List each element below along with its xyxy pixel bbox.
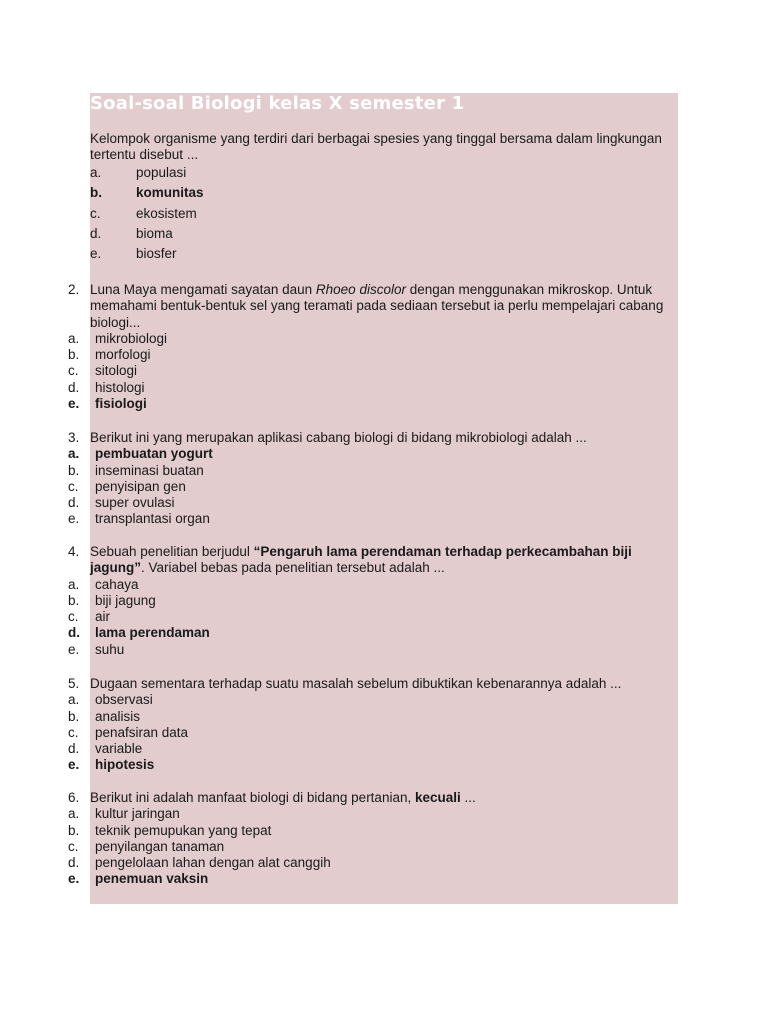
question-text-part: dengan menggunakan mikroskop. Untuk memahami bentuk-bentuk sel yang teramati pada sediaan tersebut ia perlu mempelajari cabang biologi... (90, 282, 664, 330)
option-a (68, 331, 680, 347)
option-text: hipotesis (95, 757, 155, 773)
question-5 (68, 676, 680, 774)
question-number: 6. (68, 790, 80, 805)
option-b (68, 347, 680, 363)
question-text-part: Sebuah penelitian berjudul (90, 544, 254, 559)
option-letter: d. (68, 855, 80, 871)
option-letter: b. (68, 708, 80, 724)
species-name: Rhoeo discolor (315, 282, 406, 297)
question-3 (68, 430, 680, 528)
question-1-options (90, 165, 390, 266)
option-letter: d. (68, 741, 80, 757)
option-letter: e. (68, 757, 80, 773)
option-text: ekosistem (136, 205, 197, 221)
option-letter: e. (90, 246, 102, 262)
option-e (68, 642, 680, 658)
option-c (68, 725, 680, 741)
option-text: lama perendaman (95, 625, 210, 641)
option-letter: a. (68, 576, 80, 592)
option-text: teknik pemupukan yang tepat (95, 822, 272, 838)
option-text: pembuatan yogurt (95, 446, 213, 462)
option-e (68, 511, 680, 527)
option-text: morfologi (95, 347, 151, 363)
question-text (68, 282, 680, 331)
question-text: Dugaan sementara terhadap suatu masalah sebelum dibuktikan kebenarannya adalah ... (90, 676, 622, 691)
option-c (68, 479, 680, 495)
option-e-answer (68, 871, 680, 887)
option-e-answer (68, 757, 680, 773)
option-letter: d. (68, 379, 80, 395)
question-number: 4. (68, 544, 80, 559)
option-letter: b. (68, 592, 80, 608)
option-letter: c. (90, 205, 101, 221)
option-text: fisiologi (95, 396, 147, 412)
option-letter: c. (68, 363, 79, 379)
option-letter: d. (90, 225, 102, 241)
option-letter: c. (68, 478, 79, 494)
option-letter: e. (68, 871, 80, 887)
option-d (68, 741, 680, 757)
option-text: suhu (95, 641, 125, 657)
question-4 (68, 544, 680, 658)
question-text-part: ... (460, 790, 476, 805)
option-letter: d. (68, 495, 80, 511)
question-number: 1. (68, 131, 80, 146)
option-letter: a. (68, 692, 80, 708)
question-text-part: Luna Maya mengamati sayatan daun (90, 282, 316, 297)
option-text: bioma (136, 225, 173, 241)
option-letter: e. (68, 641, 80, 657)
option-letter: d. (68, 625, 80, 641)
option-b-answer (90, 185, 390, 205)
option-letter: c. (68, 609, 79, 625)
option-letter: c. (68, 724, 79, 740)
option-text: penemuan vaksin (95, 871, 209, 887)
question-text-part: Berikut ini adalah manfaat biologi di bidang pertanian, (90, 790, 415, 805)
option-letter: b. (90, 185, 102, 201)
option-text: cahaya (95, 576, 139, 592)
option-text: sitologi (95, 363, 138, 379)
option-c (90, 206, 390, 226)
option-text: kultur jaringan (95, 806, 180, 822)
option-text: variable (95, 741, 143, 757)
option-a (68, 692, 680, 708)
option-text: inseminasi buatan (95, 462, 204, 478)
option-letter: a. (68, 806, 80, 822)
option-text: pengelolaan lahan dengan alat canggih (95, 855, 331, 871)
question-2 (68, 282, 680, 412)
option-d (68, 855, 680, 871)
option-text: air (95, 609, 111, 625)
option-letter: c. (68, 838, 79, 854)
option-e-answer (68, 396, 680, 412)
option-text: populasi (136, 165, 187, 180)
option-b (68, 823, 680, 839)
question-6 (68, 790, 680, 888)
option-text: biji jagung (95, 592, 156, 608)
option-text: histologi (95, 379, 145, 395)
option-text: super ovulasi (95, 495, 175, 511)
option-text: mikrobiologi (95, 330, 168, 346)
question-number: 2. (68, 282, 80, 297)
option-a-answer (68, 446, 680, 462)
option-a (90, 165, 390, 185)
option-c (68, 839, 680, 855)
option-letter: a. (68, 330, 80, 346)
option-d (68, 380, 680, 396)
document-title: Soal-soal Biologi kelas X semester 1 (90, 93, 465, 114)
option-letter: e. (68, 511, 80, 527)
option-letter: b. (68, 462, 80, 478)
question-text (68, 544, 680, 577)
option-letter: e. (68, 396, 80, 412)
question-text: Berikut ini yang merupakan aplikasi cabang biologi di bidang mikrobiologi adalah ... (90, 430, 587, 445)
question-text (68, 790, 680, 806)
question-1 (68, 131, 680, 164)
option-letter: b. (68, 347, 80, 363)
option-text: transplantasi organ (95, 511, 210, 527)
option-b (68, 463, 680, 479)
option-text: analisis (95, 708, 141, 724)
option-a (68, 577, 680, 593)
option-b (68, 709, 680, 725)
option-d (90, 226, 390, 246)
option-a (68, 806, 680, 822)
option-b (68, 593, 680, 609)
question-text-part: . Variabel bebas pada penelitian tersebut adalah ... (141, 560, 445, 576)
question-text: Kelompok organisme yang terdiri dari berbagai spesies yang tinggal bersama dalam lingkungan tertentu disebut ... (90, 131, 662, 163)
option-c (68, 363, 680, 379)
question-number: 3. (68, 430, 80, 445)
research-title: “Pengaruh lama perendaman terhadap perkecambahan biji jagung” (90, 544, 632, 576)
option-c (68, 609, 680, 625)
option-text: biosfer (136, 246, 177, 262)
option-text: penyilangan tanaman (95, 838, 225, 854)
option-letter: a. (90, 165, 102, 180)
option-e (90, 246, 390, 266)
question-number: 5. (68, 676, 80, 691)
option-letter: a. (68, 446, 80, 462)
option-d (68, 495, 680, 511)
option-text: observasi (95, 692, 153, 708)
option-text: penyisipan gen (95, 478, 186, 494)
option-text: penafsiran data (95, 724, 189, 740)
option-d-answer (68, 625, 680, 641)
keyword-except: kecuali (414, 790, 461, 805)
option-letter: b. (68, 822, 80, 838)
option-text: komunitas (136, 185, 204, 201)
